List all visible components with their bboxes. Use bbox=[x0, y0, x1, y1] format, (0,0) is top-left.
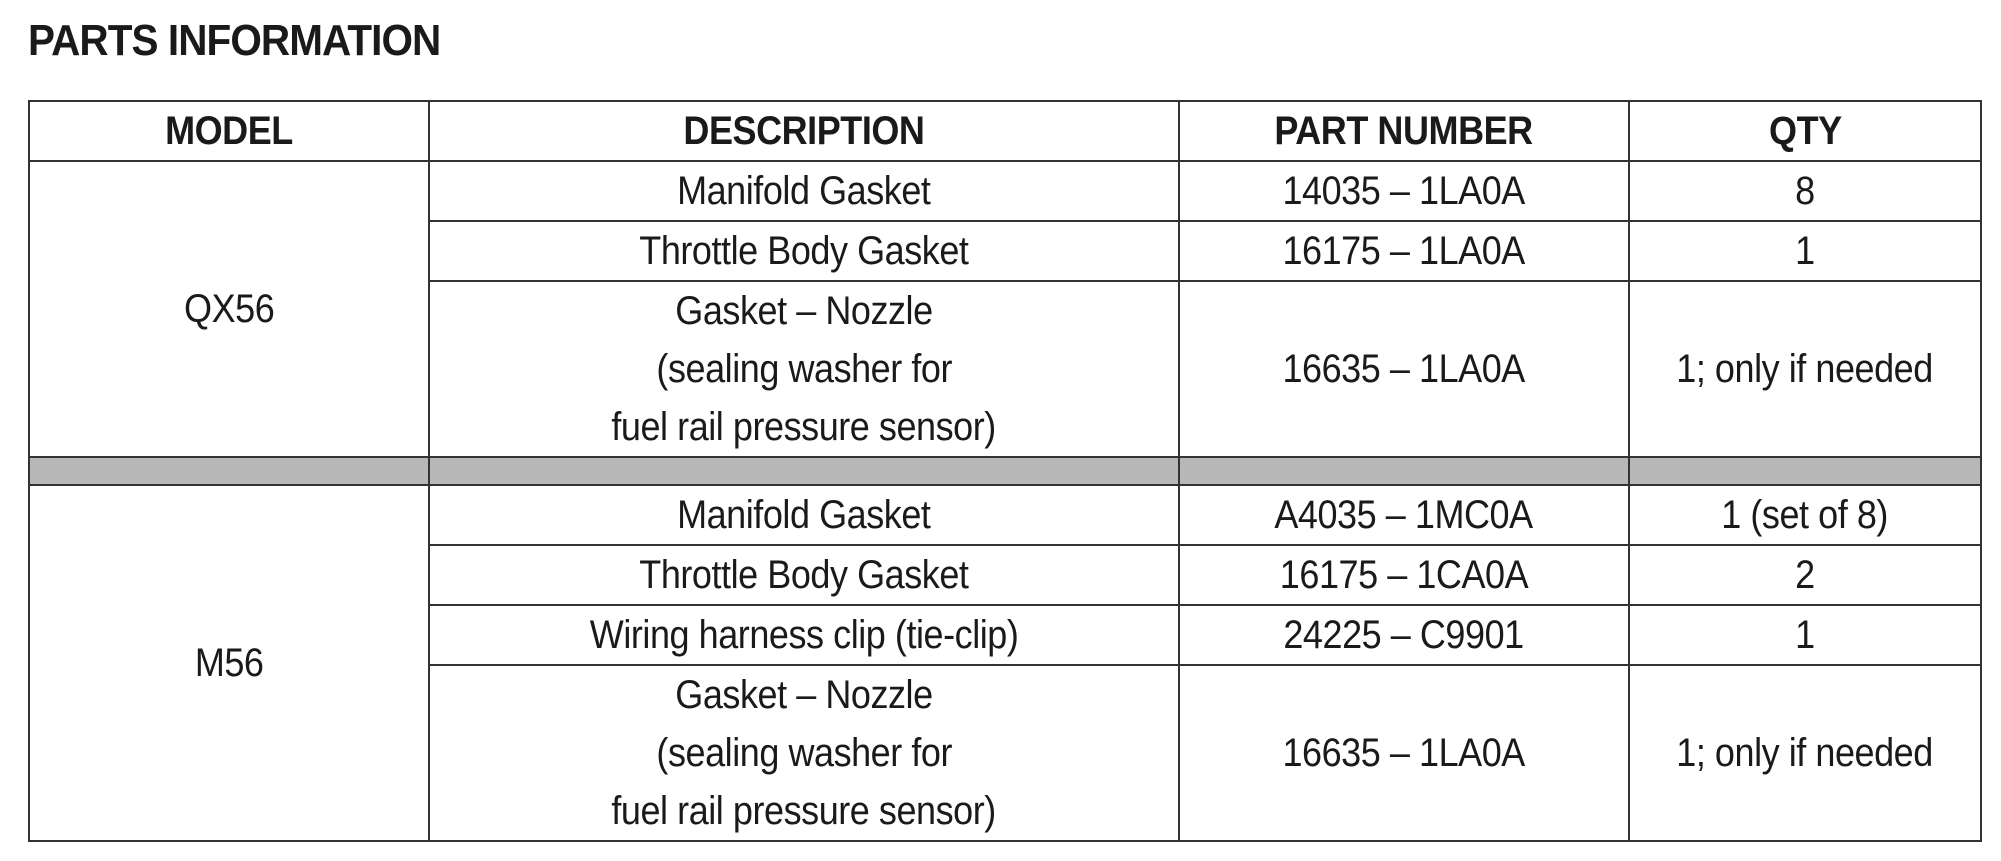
separator-cell bbox=[1179, 457, 1629, 485]
table-header-row bbox=[29, 101, 1981, 161]
separator-cell bbox=[1629, 457, 1981, 485]
part-number-cell: 24225 – C9901 bbox=[1179, 605, 1629, 665]
qty-cell: 1; only if needed bbox=[1629, 281, 1981, 457]
qty-cell: 1 (set of 8) bbox=[1629, 485, 1981, 545]
table-row bbox=[29, 161, 1981, 221]
part-number-cell: 16635 – 1LA0A bbox=[1179, 665, 1629, 841]
header-qty: QTY bbox=[1629, 101, 1981, 161]
part-number-cell: A4035 – 1MC0A bbox=[1179, 485, 1629, 545]
header-model: MODEL bbox=[29, 101, 429, 161]
part-number-cell: 16175 – 1LA0A bbox=[1179, 221, 1629, 281]
qty-cell: 2 bbox=[1629, 545, 1981, 605]
model-cell: M56 bbox=[29, 485, 429, 841]
description-cell: Manifold Gasket bbox=[429, 485, 1179, 545]
part-number-cell: 14035 – 1LA0A bbox=[1179, 161, 1629, 221]
description-cell: Wiring harness clip (tie-clip) bbox=[429, 605, 1179, 665]
description-cell: Gasket – Nozzle (sealing washer for fuel rail pressure sensor) bbox=[429, 665, 1179, 841]
part-number-cell: 16175 – 1CA0A bbox=[1179, 545, 1629, 605]
qty-cell: 1 bbox=[1629, 221, 1981, 281]
description-cell: Manifold Gasket bbox=[429, 161, 1179, 221]
page-title: PARTS INFORMATION bbox=[28, 16, 441, 65]
qty-cell: 1 bbox=[1629, 605, 1981, 665]
parts-table bbox=[28, 100, 1982, 842]
separator-cell bbox=[29, 457, 429, 485]
description-cell: Throttle Body Gasket bbox=[429, 221, 1179, 281]
qty-cell: 1; only if needed bbox=[1629, 665, 1981, 841]
qty-cell: 8 bbox=[1629, 161, 1981, 221]
table-row bbox=[29, 485, 1981, 545]
part-number-cell: 16635 – 1LA0A bbox=[1179, 281, 1629, 457]
separator-cell bbox=[429, 457, 1179, 485]
header-description: DESCRIPTION bbox=[429, 101, 1179, 161]
description-cell: Gasket – Nozzle (sealing washer for fuel rail pressure sensor) bbox=[429, 281, 1179, 457]
description-cell: Throttle Body Gasket bbox=[429, 545, 1179, 605]
model-cell: QX56 bbox=[29, 161, 429, 457]
header-part-number: PART NUMBER bbox=[1179, 101, 1629, 161]
group-separator-row bbox=[29, 457, 1981, 485]
